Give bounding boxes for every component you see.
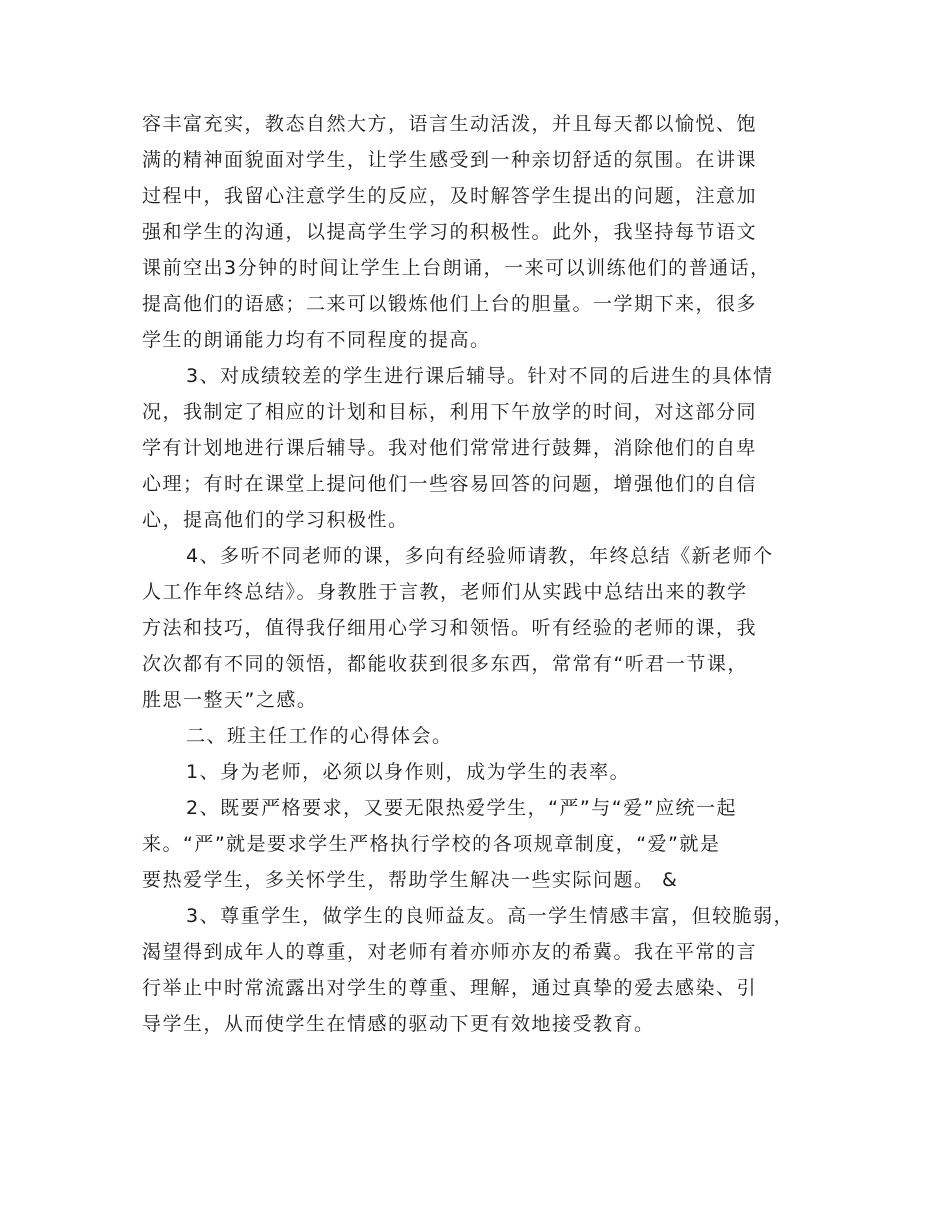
text-line: 提高他们的语感；二来可以锻炼他们上台的胆量。一学期下来，很多	[142, 293, 758, 315]
text-line: 强和学生的沟通，以提高学生学习的积极性。此外，我坚持每节语文	[142, 221, 758, 243]
text-line: 导学生，从而使学生在情感的驱动下更有效地接受教育。	[142, 1013, 655, 1035]
text-line: 渴望得到成年人的尊重，对老师有着亦师亦友的希冀。我在平常的言	[142, 941, 758, 963]
text-line: 心理；有时在课堂上提问他们一些容易回答的问题，增强他们的自信	[142, 473, 758, 495]
text-line: 课前空出3分钟的时间让学生上台朗诵，一来可以训练他们的普通话，	[142, 257, 771, 279]
text-line: 3、尊重学生，做学生的良师益友。高一学生情感丰富，但较脆弱，	[186, 905, 795, 927]
text-line: 学有计划地进行课后辅导。我对他们常常进行鼓舞，消除他们的自卑	[142, 437, 758, 459]
text-line: 过程中，我留心注意学生的反应，及时解答学生提出的问题，注意加	[142, 185, 758, 207]
text-line: 3、对成绩较差的学生进行课后辅导。针对不同的后进生的具体情	[186, 365, 774, 387]
text-line: 2、既要严格要求，又要无限热爱学生，“严”与“爱”应统一起	[186, 797, 737, 819]
text-line: 1、身为老师，必须以身作则，成为学生的表率。	[186, 761, 631, 783]
text-line: 满的精神面貌面对学生，让学生感受到一种亲切舒适的氛围。在讲课	[142, 149, 758, 171]
text-line: 二、班主任工作的心得体会。	[186, 725, 453, 747]
text-line: 况，我制定了相应的计划和目标，利用下午放学的时间，对这部分同	[142, 401, 758, 423]
text-line: 行举止中时常流露出对学生的尊重、理解，通过真挚的爱去感染、引	[142, 977, 758, 999]
text-line: 要热爱学生，多关怀学生，帮助学生解决一些实际问题。 &	[142, 869, 679, 891]
document-body	[142, 106, 832, 1042]
text-line: 方法和技巧，值得我仔细用心学习和领悟。听有经验的老师的课，我	[142, 617, 758, 639]
text-line: 次次都有不同的领悟，都能收获到很多东西，常常有“听君一节课，	[142, 653, 748, 675]
text-line: 学生的朗诵能力均有不同程度的提高。	[142, 329, 491, 351]
text-line: 心，提高他们的学习积极性。	[142, 509, 409, 531]
text-line: 胜思一整天”之感。	[142, 689, 318, 711]
text-line: 4、多听不同老师的课，多向有经验师请教，年终总结《新老师个	[186, 545, 774, 567]
text-line: 来。“严”就是要求学生严格执行学校的各项规章制度，“爱”就是	[142, 833, 721, 855]
text-line: 人工作年终总结》。身教胜于言教，老师们从实践中总结出来的教学	[142, 581, 748, 603]
text-line: 容丰富充实，教态自然大方，语言生动活泼，并且每天都以愉悦、饱	[142, 113, 758, 135]
